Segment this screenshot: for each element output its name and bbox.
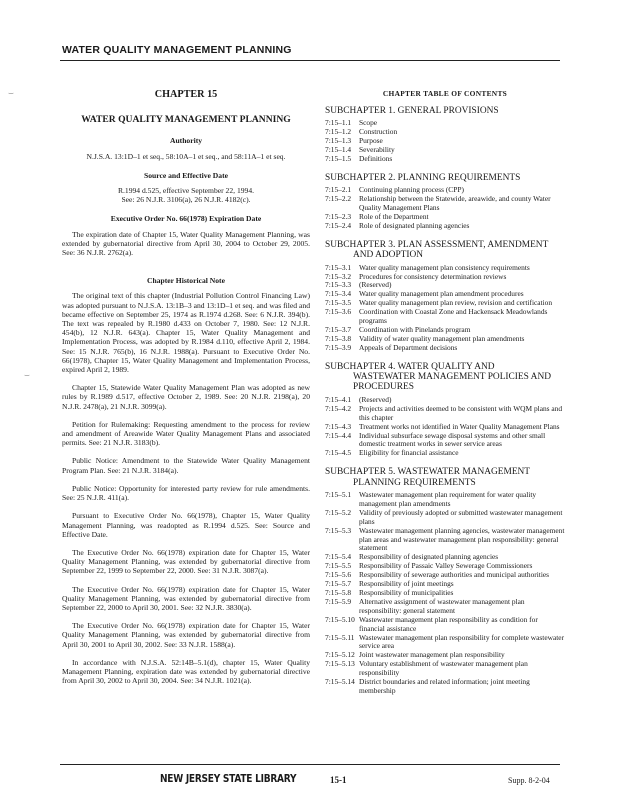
subchapter-title: SUBCHAPTER 3. PLAN ASSESSMENT, AMENDMENT [325, 239, 549, 250]
toc-entry[interactable] [325, 432, 565, 450]
section-title: Role of the Department [359, 211, 429, 221]
section-title: Wastewater management plan responsibility as condition for financial assistance [359, 614, 538, 633]
section-number: 7:15–4.2 [325, 403, 352, 413]
section-number: 7:15–3.3 [325, 280, 352, 290]
section-title: Individual subsurface sewage disposal systems and other small domestic treatment works in sewer service areas [359, 430, 546, 449]
subchapter-title-continued: WASTEWATER MANAGEMENT POLICIES AND PROCEDURES [353, 372, 551, 393]
subchapter-heading [325, 467, 565, 488]
toc-entry[interactable] [325, 598, 565, 616]
section-title: Responsibility of municipalities [359, 588, 454, 597]
toc-entry[interactable] [325, 616, 565, 634]
toc-entry[interactable] [325, 405, 565, 423]
section-title: Treatment works not identified in Water Quality Management Plans [359, 421, 560, 431]
subchapter-heading [325, 362, 565, 393]
section-title: Construction [359, 127, 398, 137]
subchapter-title: SUBCHAPTER 1. GENERAL PROVISIONS [325, 105, 499, 116]
section-title: Projects and activities deemed to be consistent with WQM plans and this chapter [359, 403, 563, 422]
subchapter-group [325, 106, 565, 164]
toc-entry[interactable] [325, 509, 565, 527]
header-rule [60, 60, 560, 61]
section-title: Wastewater management planning agencies, wastewater management plan areas and wastewater management plan responsibility: general statement [359, 525, 565, 553]
source-line: See: 26 N.J.R. 3106(a), 26 N.J.R. 4182(c). [121, 195, 251, 205]
section-title: (Reserved) [359, 280, 392, 290]
history-paragraph: Pursuant to Executive Order No. 66(1978), Chapter 15, Water Quality Management Planning, was readopted as R.1994 d.525. See: Source and Effective Date. [62, 511, 310, 539]
section-title: Eligibility for financial assistance [359, 448, 459, 458]
section-number: 7:15–4.1 [325, 394, 352, 404]
subchapter-group [325, 467, 565, 696]
subchapter-heading [325, 173, 565, 183]
section-title: Responsibility of joint meetings [359, 579, 454, 589]
section-number: 7:15–3.2 [325, 271, 352, 281]
history-notes [62, 291, 310, 685]
history-paragraph: Public Notice: Amendment to the Statewide Water Quality Management Program Plan. See: 21 N.J.R. 3184(a). [62, 456, 310, 475]
history-paragraph: Petition for Rulemaking: Requesting amendment to the process for review and amendment of Areawide Water Quality Management Plans and associated permits. See: 21 N.J.R. 3183(b). [62, 419, 310, 448]
section-number: 7:15–5.7 [325, 579, 352, 589]
chapter-number: CHAPTER 15 [154, 89, 218, 100]
section-number: 7:15–5.3 [325, 525, 352, 535]
toc-body [325, 106, 565, 696]
subchapter-title: SUBCHAPTER 2. PLANNING REQUIREMENTS [325, 172, 521, 183]
section-number: 7:15–5.12 [325, 650, 355, 660]
section-number: 7:15–5.9 [325, 596, 352, 606]
section-title: Scope [359, 118, 378, 128]
history-paragraph: Public Notice: Opportunity for interested party review for rule amendments. See: 25 N.J.R. 411(a). [62, 483, 310, 503]
left-column [62, 90, 310, 694]
toc-entry[interactable] [325, 195, 565, 213]
section-number: 7:15–3.8 [325, 333, 352, 343]
section-title: Continuing planning process (CPP) [359, 185, 464, 195]
section-number: 7:15–1.4 [325, 145, 352, 155]
section-number: 7:15–5.2 [325, 507, 352, 517]
chapter-name: WATER QUALITY MANAGEMENT PLANNING [81, 114, 291, 126]
section-title: Definitions [359, 153, 393, 163]
section-number: 7:15–5.10 [325, 614, 355, 624]
toc-entry[interactable] [325, 491, 565, 509]
section-title: Water quality management plan amendment procedures [359, 289, 524, 299]
section-number: 7:15–1.3 [325, 136, 352, 146]
section-number: 7:15–4.4 [325, 430, 352, 440]
section-title: Validity of previously adopted or submitted wastewater management plans [359, 507, 563, 526]
section-title: Alternative assignment of wastewater management plan responsibility: general statement [359, 596, 525, 615]
section-title: Procedures for consistency determination reviews [359, 271, 507, 281]
section-title: Validity of water quality management plan amendments [359, 333, 525, 343]
section-number: 7:15–3.5 [325, 298, 352, 308]
page-number: 15-1 [330, 775, 347, 785]
toc-entry[interactable] [325, 527, 565, 554]
supplement-date: Supp. 8-2-04 [508, 776, 550, 785]
history-paragraph: Chapter 15, Statewide Water Quality Management Plan was adopted as new rules by R.1989 d.517, effective October 2, 1989. See: 20 N.J.R. 2198(a), 20 N.J.R. 2478(a), 21 N.J.R. 3099(a). [62, 383, 310, 411]
toc-entry[interactable] [325, 634, 565, 652]
section-title: Water quality management plan consistency requirements [359, 262, 530, 272]
toc-entry[interactable] [325, 344, 565, 353]
authority-text: N.J.S.A. 13:1D–1 et seq., 58:10A–1 et seq., and 58:11A–1 et seq. [86, 151, 286, 161]
section-title: Severability [359, 145, 395, 155]
history-paragraph: In accordance with N.J.S.A. 52:14B–5.1(d), chapter 15, Water Quality Management Planning, expiration date was extended by gubernatorial directive from April 30, 2002 to April 30, 2004. See: 34 N.J.R. 1021(a). [62, 657, 310, 686]
section-number: 7:15–2.4 [325, 220, 352, 230]
margin-mark: ⌣ [24, 370, 30, 380]
section-title: Coordination with Coastal Zone and Hackensack Meadowlands programs [359, 307, 548, 326]
authority-heading: Authority [169, 136, 203, 146]
section-number: 7:15–5.11 [325, 632, 355, 642]
section-title: (Reserved) [359, 394, 392, 404]
executive-order-heading: Executive Order No. 66(1978) Expiration Date [110, 214, 262, 224]
section-number: 7:15–5.14 [325, 677, 355, 687]
section-number: 7:15–1.1 [325, 118, 352, 128]
subchapter-group [325, 173, 565, 231]
section-number: 7:15–4.5 [325, 448, 352, 458]
section-number: 7:15–5.8 [325, 588, 352, 597]
section-title: Wastewater management plan requirement for water quality management plan amendments [359, 490, 537, 508]
section-number: 7:15–3.9 [325, 342, 352, 352]
library-stamp: NEW JERSEY STATE LIBRARY [160, 772, 297, 785]
section-number: 7:15–5.13 [325, 659, 355, 669]
section-number: 7:15–4.3 [325, 421, 352, 431]
toc-title: CHAPTER TABLE OF CONTENTS [382, 89, 508, 98]
subchapter-title-continued: PLANNING REQUIREMENTS [353, 477, 476, 488]
section-number: 7:15–5.4 [325, 552, 352, 562]
section-title: Responsibility of sewerage authorities and municipal authorities [359, 570, 550, 580]
section-title: District boundaries and related information; joint meeting membership [359, 677, 530, 695]
section-title: Responsibility of designated planning agencies [359, 552, 499, 562]
toc-entry[interactable] [325, 155, 565, 164]
running-title: WATER QUALITY MANAGEMENT PLANNING [62, 44, 292, 56]
section-title: Appeals of Department decisions [359, 342, 458, 352]
history-paragraph: The Executive Order No. 66(1978) expiration date for Chapter 15, Water Quality Management Planning, was extended by gubernatorial directive from September 22, 2000 to April 30, 2001. See: 32 N.J.R. 3830(a). [62, 584, 310, 612]
subchapter-heading [325, 106, 565, 116]
toc-entry[interactable] [325, 222, 565, 231]
footer-rule [60, 764, 560, 765]
section-number: 7:15–1.2 [325, 127, 352, 137]
section-number: 7:15–5.1 [325, 490, 352, 500]
toc-entry[interactable] [325, 660, 565, 678]
subchapter-title-continued: AND ADOPTION [353, 250, 424, 261]
section-number: 7:15–3.7 [325, 324, 352, 334]
subchapter-title: SUBCHAPTER 4. WATER QUALITY AND [325, 361, 495, 372]
subchapter-heading [325, 240, 565, 261]
table-of-contents [325, 90, 565, 705]
toc-entry[interactable] [325, 449, 565, 458]
section-title: Coordination with Pinelands program [359, 324, 471, 334]
section-number: 7:15–1.5 [325, 153, 352, 163]
history-heading: Chapter Historical Note [147, 276, 225, 286]
section-number: 7:15–2.3 [325, 211, 352, 221]
section-title: Purpose [359, 136, 383, 146]
section-title: Role of designated planning agencies [359, 220, 470, 230]
history-paragraph: The Executive Order No. 66(1978) expiration date for Chapter 15, Water Quality Management Planning, was extended by gubernatorial directive from September 22, 1999 to September 22, 2000. See: 31 N.J.R. 3087(a). [62, 547, 310, 576]
history-paragraph: The original text of this chapter (Industrial Pollution Control Financing Law) was adopted pursuant to N.J.S.A. 13:1B–3 and 13:1D–1 et seq. and was filed and became effective on September 25, 1974 as R.1974 d.268. See: 6 N.J.R. 394(b). The text was repealed by R.1980 d.433 on October 7, 1980. See: 12 N.J.R. 454(b), 12 N.J.R. 643(a). Chapter 15, Water Quality Management and Implementation Process, was adopted by R.1984 d.110, effective April 2, 1984. See: 15 N.J.R. 765(b), 16 N.J.R. 1988(a). Pursuant to Executive Order No. 66(1978), Chapter 15, Water Quality Management and Implementation Process, expired April 2, 1989. [62, 291, 310, 375]
section-title: Voluntary establishment of wastewater management plan responsibility [359, 659, 528, 678]
margin-mark: ⌣ [8, 88, 14, 98]
source-heading: Source and Effective Date [143, 170, 228, 180]
section-title: Relationship between the Statewide, areawide, and county Water Quality Management Plans [359, 194, 551, 213]
section-number: 7:15–2.2 [325, 194, 352, 204]
section-title: Joint wastewater management plan responsibility [359, 650, 505, 660]
section-number: 7:15–5.6 [325, 570, 352, 580]
section-number: 7:15–3.1 [325, 262, 352, 272]
subchapter-title: SUBCHAPTER 5. WASTEWATER MANAGEMENT [325, 467, 531, 478]
toc-entry[interactable] [325, 308, 565, 326]
section-number: 7:15–3.6 [325, 307, 352, 317]
section-number: 7:15–2.1 [325, 185, 352, 195]
subchapter-group [325, 362, 565, 459]
toc-entry[interactable] [325, 678, 565, 696]
section-title: Responsibility of Passaic Valley Sewerage Commissioners [359, 561, 533, 571]
section-number: 7:15–5.5 [325, 561, 352, 571]
source-line: R.1994 d.525, effective September 22, 1994. [117, 186, 255, 196]
history-paragraph: The Executive Order No. 66(1978) expiration date for Chapter 15, Water Quality Management Planning, was extended by gubernatorial directive from April 30, 2001 to April 30, 2002. See: 33 N.J.R. 1588(a). [62, 621, 310, 649]
section-title: Water quality management plan review, revision and certification [359, 298, 553, 308]
executive-order-text: The expiration date of Chapter 15, Water Quality Management Planning, was extended by gubernatorial directive from April 30, 2004 to October 29, 2005. See: 36 N.J.R. 2762(a). [62, 229, 310, 258]
section-number: 7:15–3.4 [325, 289, 352, 299]
section-title: Wastewater management plan responsibility for complete wastewater service area [359, 632, 565, 651]
subchapter-group [325, 240, 565, 353]
